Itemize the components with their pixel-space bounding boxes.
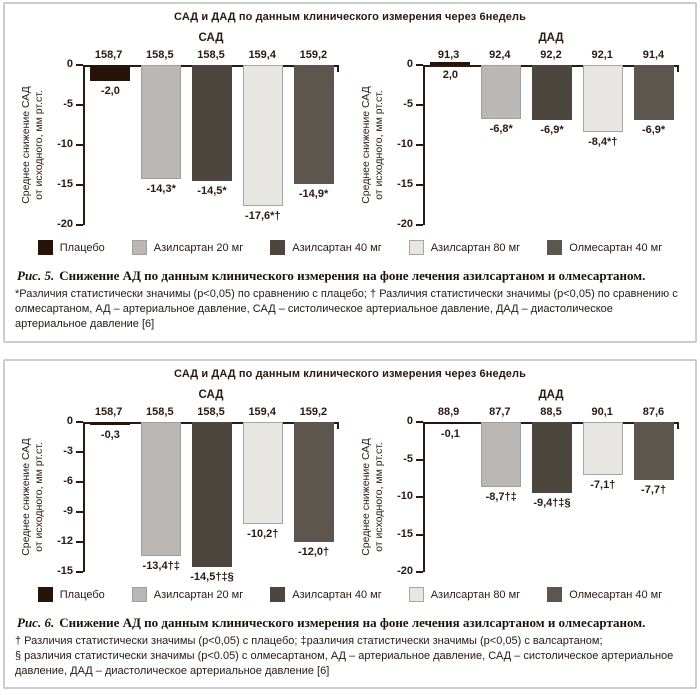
y-axis-title-line: от исходного, мм рт.ст. bbox=[373, 442, 386, 552]
bar-group-placebo bbox=[85, 65, 136, 225]
figure-caption bbox=[17, 615, 683, 631]
bar-group-placebo bbox=[425, 422, 476, 572]
footnote bbox=[15, 287, 685, 332]
bar-group-az40 bbox=[187, 422, 238, 583]
baseline-value: 91,3 bbox=[437, 49, 460, 61]
legend-swatch-az40 bbox=[270, 587, 285, 602]
y-tick bbox=[76, 144, 83, 146]
bar-value-label: -7,1† bbox=[590, 479, 616, 492]
panel-suptitle: САД и ДАД по данным клинического измерения через 6недель bbox=[174, 11, 526, 23]
legend-swatch-az40 bbox=[270, 240, 285, 255]
bar-group-az20 bbox=[476, 422, 527, 572]
figure-number: Рис. 5. bbox=[17, 268, 55, 283]
figure-5-panel bbox=[3, 2, 697, 343]
legend-item bbox=[132, 240, 243, 255]
bar-group-olm40 bbox=[628, 422, 679, 572]
bar-olm40 bbox=[294, 422, 334, 542]
bar-value-label: -14,3* bbox=[146, 183, 176, 196]
bar-group-olm40 bbox=[288, 422, 339, 572]
y-axis-title-line: от исходного, мм рт.ст. bbox=[33, 90, 46, 200]
bar-olm40 bbox=[294, 65, 334, 184]
bar-value-label: -13,4†‡ bbox=[142, 560, 180, 572]
y-tick-label: 0 bbox=[66, 415, 73, 427]
legend-item bbox=[409, 240, 520, 255]
baseline-value: 87,7 bbox=[489, 406, 511, 418]
y-tick bbox=[76, 421, 83, 423]
y-tick-label: -10 bbox=[397, 490, 413, 502]
bar-value-label: -10,2† bbox=[247, 528, 279, 540]
figure-number: Рис. 6. bbox=[17, 615, 55, 630]
y-tick bbox=[416, 421, 423, 423]
plot-area bbox=[360, 58, 679, 230]
legend-label: Азилсартан 80 мг bbox=[430, 241, 521, 254]
bar-az20 bbox=[481, 65, 521, 119]
legend bbox=[15, 587, 685, 602]
y-tick bbox=[76, 541, 83, 543]
footnote bbox=[15, 634, 685, 679]
footnote-line: § различия статистически значимы (p<0.05) с олмесартаном, АД – артериальное давление, САД – систолическое артериальное давление, ДАД – диастолическое артериальное давление [6] bbox=[15, 649, 674, 677]
y-axis-title-line: от исходного, мм рт.ст. bbox=[373, 90, 386, 200]
plot-area bbox=[360, 415, 679, 577]
baseline-value: 92,2 bbox=[540, 49, 562, 61]
y-tick-label: -5 bbox=[403, 98, 413, 110]
bar-placebo bbox=[430, 62, 470, 65]
baseline-value: 159,4 bbox=[248, 49, 276, 61]
bar-group-az40 bbox=[187, 65, 238, 225]
baseline-value: 159,2 bbox=[299, 406, 328, 418]
legend-label: Азилсартан 40 мг bbox=[292, 588, 382, 601]
panel-suptitle: САД и ДАД по данным клинического измерения через 6недель bbox=[174, 368, 526, 380]
y-tick-label: -15 bbox=[57, 178, 73, 190]
y-tick-label: 0 bbox=[66, 58, 73, 70]
bar-placebo bbox=[430, 422, 470, 424]
baseline-value: 91,4 bbox=[642, 49, 665, 61]
baseline-row bbox=[423, 406, 679, 418]
y-tick bbox=[416, 496, 423, 498]
bar-az20 bbox=[141, 422, 181, 556]
y-tick bbox=[76, 64, 83, 66]
y-tick bbox=[416, 224, 423, 226]
legend-swatch-az80 bbox=[409, 240, 424, 255]
y-tick-label: 0 bbox=[406, 415, 413, 427]
bar-group-placebo bbox=[425, 65, 476, 225]
chart-subtitle: ДАД bbox=[538, 32, 564, 44]
y-tick bbox=[76, 511, 83, 513]
bars-row bbox=[425, 422, 679, 572]
baseline-row bbox=[83, 406, 339, 418]
bar-value-label: -6,9* bbox=[540, 124, 564, 137]
bar-placebo bbox=[90, 65, 130, 81]
bar-value-label: -14,5†‡§ bbox=[190, 571, 234, 583]
legend-label: Азилсартан 20 мг bbox=[153, 241, 244, 254]
bar-olm40 bbox=[634, 65, 674, 120]
bar-az80 bbox=[243, 65, 283, 206]
bar-value-label: -2,0 bbox=[100, 85, 120, 97]
y-tick bbox=[416, 64, 423, 66]
bar-group-placebo bbox=[85, 422, 136, 572]
y-tick-label: -5 bbox=[63, 98, 73, 110]
chart-fig6-sad bbox=[19, 389, 341, 583]
chart-fig5-dad bbox=[359, 32, 681, 230]
y-tick bbox=[416, 144, 423, 146]
legend-swatch-placebo bbox=[38, 587, 53, 602]
legend-label: Олмесартан 40 мг bbox=[569, 588, 663, 601]
baseline-value: 87,6 bbox=[642, 406, 665, 418]
legend-item bbox=[38, 240, 105, 255]
y-axis-title-line: от исходного, мм рт.ст. bbox=[33, 442, 46, 552]
bar-group-az20 bbox=[476, 65, 527, 225]
bar-group-az40 bbox=[527, 422, 578, 572]
baseline-value: 92,4 bbox=[489, 49, 511, 61]
baseline-row bbox=[423, 49, 679, 61]
caption-text: Снижение АД по данным клинического измерения на фоне лечения азилсартаном и олмесартаном. bbox=[59, 615, 646, 630]
y-tick-label: -10 bbox=[397, 138, 413, 150]
baseline-value: 158,7 bbox=[94, 406, 123, 418]
y-tick bbox=[416, 184, 423, 186]
legend-swatch-olm40 bbox=[547, 587, 562, 602]
caption-text: Снижение АД по данным клинического измерения на фоне лечения азилсартаном и олмесартаном. bbox=[59, 268, 646, 283]
baseline-row bbox=[83, 49, 339, 61]
bar-olm40 bbox=[634, 422, 674, 480]
legend-swatch-az20 bbox=[132, 240, 147, 255]
legend-label: Азилсартан 20 мг bbox=[153, 588, 244, 601]
bar-az40 bbox=[192, 65, 232, 181]
y-tick-label: -12 bbox=[57, 535, 73, 547]
chart-subtitle: САД bbox=[198, 32, 224, 44]
bar-value-label: -14,5* bbox=[197, 185, 227, 197]
y-tick bbox=[76, 481, 83, 483]
bar-group-az20 bbox=[136, 422, 187, 572]
y-axis-title-line: Среднее снижение САД bbox=[20, 438, 32, 556]
legend-label: Плацебо bbox=[59, 588, 105, 601]
baseline-value: 158,5 bbox=[146, 406, 174, 418]
legend-item bbox=[270, 587, 381, 602]
bar-value-label: -17,6*† bbox=[245, 209, 281, 222]
bar-group-az80 bbox=[577, 422, 628, 572]
y-axis-title-line: Среднее снижение САД bbox=[360, 86, 372, 204]
y-tick bbox=[76, 104, 83, 106]
bar-value-label: -0,1 bbox=[440, 428, 460, 440]
legend-label: Азилсартан 80 мг bbox=[430, 588, 521, 601]
bar-group-az80 bbox=[237, 65, 288, 225]
y-tick-label: -10 bbox=[57, 138, 73, 150]
bars-row bbox=[85, 65, 339, 225]
legend-swatch-placebo bbox=[38, 240, 53, 255]
baseline-value: 158,5 bbox=[146, 49, 174, 61]
y-tick bbox=[416, 571, 423, 573]
y-tick bbox=[76, 184, 83, 186]
plot-area bbox=[20, 415, 339, 583]
bar-value-label: -8,4*† bbox=[588, 136, 618, 149]
bar-group-olm40 bbox=[628, 65, 679, 225]
y-axis-title-line: Среднее снижение САД bbox=[360, 438, 372, 556]
y-tick bbox=[76, 571, 83, 573]
footnote-line: *Различия статистически значимы (p<0,05) по сравнению с плацебо; † Различия статистически значимы (p<0,05) по сравнению с олмесартаном, АД – артериальное давление, САД – систолическое артериальное давление, ДАД – диастолическое артериальное давление [6] bbox=[15, 288, 678, 330]
bar-value-label: 2,0 bbox=[442, 69, 459, 81]
legend-label: Азилсартан 40 мг bbox=[292, 241, 382, 254]
y-tick bbox=[416, 459, 423, 461]
y-tick-label: -15 bbox=[57, 565, 73, 577]
bar-az20 bbox=[141, 65, 181, 179]
baseline-value: 88,9 bbox=[437, 406, 460, 418]
baseline-value: 88,5 bbox=[540, 406, 562, 418]
baseline-value: 158,7 bbox=[94, 49, 123, 61]
legend-item bbox=[270, 240, 381, 255]
legend-item bbox=[547, 240, 662, 255]
y-tick-label: -3 bbox=[63, 445, 73, 457]
bar-value-label: -12,0† bbox=[297, 546, 330, 558]
baseline-value: 90,1 bbox=[591, 406, 613, 418]
y-tick-label: -20 bbox=[397, 218, 413, 230]
y-tick-label: -15 bbox=[397, 178, 413, 190]
bar-value-label: -7,7† bbox=[641, 483, 667, 496]
legend bbox=[15, 240, 685, 255]
bar-value-label: -9,4†‡§ bbox=[533, 496, 571, 509]
legend-item bbox=[38, 587, 105, 602]
bar-value-label: -6,9* bbox=[641, 124, 666, 137]
y-tick-label: -20 bbox=[57, 218, 73, 230]
charts-row bbox=[15, 389, 685, 583]
bar-az40 bbox=[192, 422, 232, 567]
chart-subtitle: САД bbox=[198, 389, 224, 401]
bar-az80 bbox=[583, 422, 623, 475]
legend-label: Олмесартан 40 мг bbox=[569, 241, 663, 254]
charts-row bbox=[15, 32, 685, 230]
y-tick-label: -9 bbox=[63, 505, 73, 517]
bar-az80 bbox=[583, 65, 623, 132]
bar-group-az20 bbox=[136, 65, 187, 225]
legend-item bbox=[409, 587, 520, 602]
legend-item bbox=[547, 587, 662, 602]
bar-value-label: -8,7†‡ bbox=[485, 491, 517, 504]
chart-subtitle: ДАД bbox=[538, 389, 564, 401]
legend-label: Плацебо bbox=[59, 241, 105, 254]
baseline-value: 159,2 bbox=[299, 49, 328, 61]
bar-value-label: -0,3 bbox=[100, 429, 120, 441]
bar-az40 bbox=[532, 65, 572, 120]
bars-row bbox=[85, 422, 339, 583]
bar-az80 bbox=[243, 422, 283, 524]
bar-value-label: -6,8* bbox=[489, 123, 513, 136]
bar-group-az80 bbox=[237, 422, 288, 572]
y-tick-label: 0 bbox=[406, 58, 413, 70]
y-tick bbox=[416, 104, 423, 106]
legend-swatch-az80 bbox=[409, 587, 424, 602]
bar-group-az40 bbox=[527, 65, 578, 225]
y-tick bbox=[416, 534, 423, 536]
legend-swatch-olm40 bbox=[547, 240, 562, 255]
bar-placebo bbox=[90, 422, 130, 425]
y-axis-title-line: Среднее снижение САД bbox=[20, 86, 32, 204]
chart-fig6-dad bbox=[359, 389, 681, 577]
bar-az20 bbox=[481, 422, 521, 487]
legend-swatch-az20 bbox=[132, 587, 147, 602]
baseline-value: 158,5 bbox=[197, 49, 225, 61]
legend-item bbox=[132, 587, 243, 602]
baseline-value: 92,1 bbox=[591, 49, 613, 61]
baseline-value: 159,4 bbox=[248, 406, 276, 418]
y-tick-label: -15 bbox=[397, 527, 413, 540]
footnote-line: † Различия статистически значимы (p<0,05) с плацебо; ‡различия статистически значимы (p<0,05) с валсартаном; bbox=[15, 635, 603, 647]
y-tick-label: -6 bbox=[63, 475, 73, 487]
bars-row bbox=[425, 65, 679, 225]
plot-area bbox=[20, 58, 339, 230]
y-tick-label: -20 bbox=[397, 565, 413, 577]
y-tick-label: -5 bbox=[403, 452, 413, 465]
figure-caption bbox=[17, 268, 683, 284]
y-tick bbox=[76, 224, 83, 226]
figure-6-panel bbox=[3, 359, 697, 689]
bar-value-label: -14,9* bbox=[298, 188, 329, 201]
bar-az40 bbox=[532, 422, 572, 493]
chart-fig5-sad bbox=[19, 32, 341, 230]
bar-group-az80 bbox=[577, 65, 628, 225]
y-tick bbox=[76, 451, 83, 453]
baseline-value: 158,5 bbox=[197, 406, 225, 418]
bar-group-olm40 bbox=[288, 65, 339, 225]
